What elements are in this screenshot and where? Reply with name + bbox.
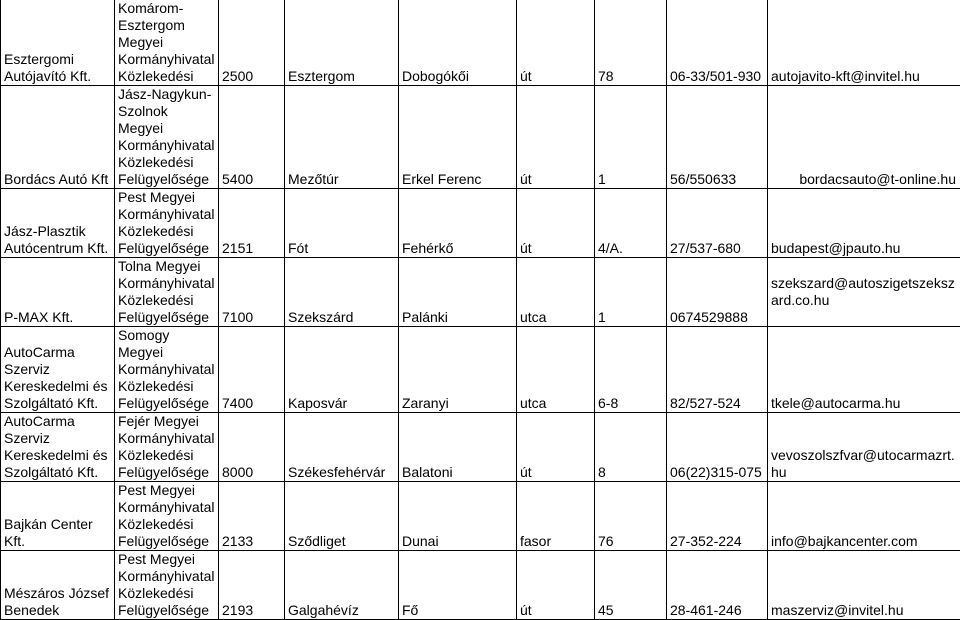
authority-cell: Pest Megyei Kormányhivatal Közlekedési Felügyelősége (115, 551, 219, 620)
zip-cell: 2151 (219, 189, 285, 258)
company-cell: Jász-Plasztik Autócentrum Kft. (1, 189, 115, 258)
street-cell: Dunai (399, 482, 517, 551)
street-type-cell: utca (517, 258, 595, 327)
phone-cell: 27-352-224 (667, 482, 768, 551)
house-number-cell: 76 (595, 482, 667, 551)
authority-cell: Komárom-Esztergom Megyei Kormányhivatal Közlekedési (115, 0, 219, 86)
street-cell: Balatoni (399, 413, 517, 482)
street-type-cell: utca (517, 327, 595, 413)
company-cell: Bajkán Center Kft. (1, 482, 115, 551)
house-number-cell: 1 (595, 258, 667, 327)
street-cell: Erkel Ferenc (399, 86, 517, 189)
city-cell: Galgahévíz (285, 551, 399, 620)
street-type-cell: út (517, 0, 595, 86)
street-cell: Dobogókői (399, 0, 517, 86)
phone-cell: 0674529888 (667, 258, 768, 327)
phone-cell: 27/537-680 (667, 189, 768, 258)
zip-cell: 2193 (219, 551, 285, 620)
phone-cell: 82/527-524 (667, 327, 768, 413)
house-number-cell: 6-8 (595, 327, 667, 413)
phone-cell: 06(22)315-075 (667, 413, 768, 482)
authority-cell: Tolna Megyei Kormányhivatal Közlekedési Felügyelősége (115, 258, 219, 327)
email-cell[interactable]: budapest@jpauto.hu (768, 189, 960, 258)
street-type-cell: út (517, 189, 595, 258)
company-cell: AutoCarma Szerviz Kereskedelmi és Szolgáltató Kft. (1, 327, 115, 413)
email-cell[interactable]: bordacsauto@t-online.hu (768, 86, 960, 189)
table-row (1, 189, 960, 258)
street-type-cell: út (517, 86, 595, 189)
zip-cell: 8000 (219, 413, 285, 482)
zip-cell: 2133 (219, 482, 285, 551)
email-cell[interactable]: vevoszolszfvar@utocarmazrt.hu (768, 413, 960, 482)
street-cell: Palánki (399, 258, 517, 327)
email-cell[interactable]: maszerviz@invitel.hu (768, 551, 960, 620)
email-cell[interactable]: szekszard@autoszigetszekszard.co.hu (768, 258, 960, 327)
table-row (1, 551, 960, 620)
zip-cell: 7100 (219, 258, 285, 327)
table-row (1, 86, 960, 189)
city-cell: Esztergom (285, 0, 399, 86)
city-cell: Fót (285, 189, 399, 258)
company-cell: Mészáros József Benedek (1, 551, 115, 620)
phone-cell: 56/550633 (667, 86, 768, 189)
street-cell: Fehérkő (399, 189, 517, 258)
street-type-cell: út (517, 551, 595, 620)
table-row (1, 413, 960, 482)
city-cell: Székesfehérvár (285, 413, 399, 482)
house-number-cell: 78 (595, 0, 667, 86)
zip-cell: 5400 (219, 86, 285, 189)
street-cell: Zaranyi (399, 327, 517, 413)
email-cell[interactable]: tkele@autocarma.hu (768, 327, 960, 413)
house-number-cell: 45 (595, 551, 667, 620)
email-cell[interactable]: autojavito-kft@invitel.hu (768, 0, 960, 86)
phone-cell: 28-461-246 (667, 551, 768, 620)
city-cell: Kaposvár (285, 327, 399, 413)
house-number-cell: 8 (595, 413, 667, 482)
table-row (1, 327, 960, 413)
city-cell: Szekszárd (285, 258, 399, 327)
house-number-cell: 4/A. (595, 189, 667, 258)
table-row (1, 258, 960, 327)
authority-cell: Fejér Megyei Kormányhivatal Közlekedési Felügyelősége (115, 413, 219, 482)
zip-cell: 2500 (219, 0, 285, 86)
authority-cell: Jász-Nagykun-Szolnok Megyei Kormányhivatal Közlekedési Felügyelősége (115, 86, 219, 189)
email-cell[interactable]: info@bajkancenter.com (768, 482, 960, 551)
city-cell: Mezőtúr (285, 86, 399, 189)
authority-cell: Somogy Megyei Kormányhivatal Közlekedési Felügyelősége (115, 327, 219, 413)
company-cell: P-MAX Kft. (1, 258, 115, 327)
company-cell: Bordács Autó Kft (1, 86, 115, 189)
authority-cell: Pest Megyei Kormányhivatal Közlekedési Felügyelősége (115, 482, 219, 551)
authority-cell: Pest Megyei Kormányhivatal Közlekedési Felügyelősége (115, 189, 219, 258)
company-cell: AutoCarma Szerviz Kereskedelmi és Szolgáltató Kft. (1, 413, 115, 482)
city-cell: Sződliget (285, 482, 399, 551)
table-row (1, 482, 960, 551)
company-cell: Esztergomi Autójavító Kft. (1, 0, 115, 86)
house-number-cell: 1 (595, 86, 667, 189)
street-type-cell: fasor (517, 482, 595, 551)
phone-cell: 06-33/501-930 (667, 0, 768, 86)
table-row (1, 0, 960, 86)
street-cell: Fő (399, 551, 517, 620)
zip-cell: 7400 (219, 327, 285, 413)
street-type-cell: út (517, 413, 595, 482)
